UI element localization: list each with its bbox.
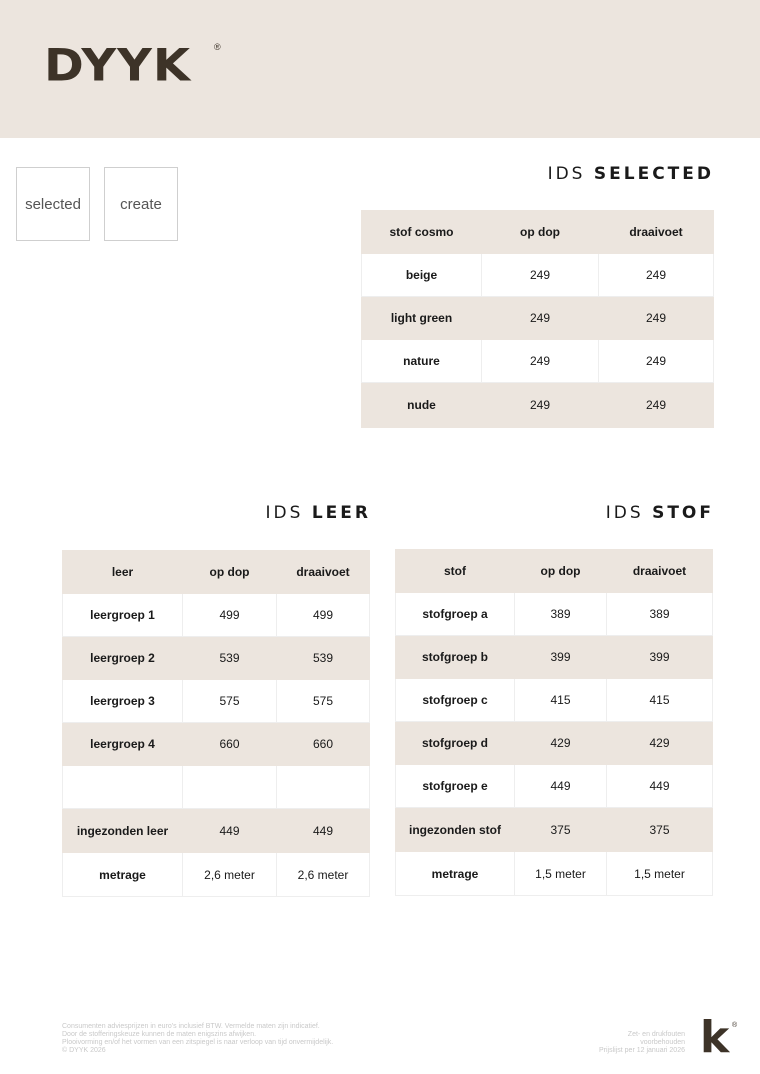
row-label: stofgroep c <box>396 679 515 722</box>
price-cell: 499 <box>277 594 370 637</box>
section-title-leer <box>266 503 371 523</box>
price-cell: 415 <box>607 679 713 722</box>
footer-note <box>545 1031 685 1055</box>
row-label: leergroep 2 <box>63 637 183 680</box>
row-label: beige <box>362 254 482 297</box>
footer-line: Consumenten adviesprijzen in euro's inclusief BTW. Vermelde maten zijn indicatief. <box>62 1023 320 1030</box>
footer-disclaimer <box>62 1023 402 1055</box>
price-cell: 249 <box>599 297 714 340</box>
price-cell <box>183 766 277 809</box>
row-label <box>63 766 183 809</box>
footer-line: voorbehouden <box>640 1039 685 1046</box>
column-header: op dop <box>482 211 599 254</box>
section-title-selected <box>548 164 714 184</box>
row-label: leergroep 3 <box>63 680 183 723</box>
price-cell: 539 <box>277 637 370 680</box>
price-cell <box>277 766 370 809</box>
tag-create[interactable]: create <box>104 167 178 241</box>
price-cell: 449 <box>183 809 277 853</box>
table-row <box>63 809 370 853</box>
column-header: leer <box>63 551 183 594</box>
section-title-stof <box>606 503 714 523</box>
column-header: draaivoet <box>607 550 713 593</box>
table-row <box>396 852 713 896</box>
table-row <box>362 340 714 383</box>
table-row <box>63 853 370 897</box>
brand-logo-text: DYYK <box>44 40 192 92</box>
price-cell: 375 <box>607 808 713 852</box>
row-label: nature <box>362 340 482 383</box>
price-table-leer <box>62 550 370 897</box>
table-row <box>362 383 714 428</box>
section-name: SELECTED <box>593 164 714 184</box>
price-cell: 249 <box>599 340 714 383</box>
price-cell: 429 <box>515 722 607 765</box>
price-cell: 249 <box>482 340 599 383</box>
price-cell: 575 <box>183 680 277 723</box>
price-cell: 375 <box>515 808 607 852</box>
price-cell: 449 <box>277 809 370 853</box>
row-label: stofgroep e <box>396 765 515 808</box>
column-header: draaivoet <box>277 551 370 594</box>
k-logo: k <box>700 1012 730 1063</box>
price-cell: 1,5 meter <box>607 852 713 896</box>
price-cell: 2,6 meter <box>277 853 370 897</box>
section-prefix: IDS <box>605 503 644 523</box>
table-row-empty <box>63 766 370 809</box>
price-cell: 389 <box>607 593 713 636</box>
price-cell: 660 <box>277 723 370 766</box>
price-cell: 389 <box>515 593 607 636</box>
price-cell: 249 <box>599 254 714 297</box>
table-row <box>396 636 713 679</box>
row-label: metrage <box>63 853 183 897</box>
table-row <box>396 808 713 852</box>
footer-line: Zet- en drukfouten <box>627 1031 685 1038</box>
section-name: STOF <box>652 503 714 523</box>
row-label: ingezonden leer <box>63 809 183 853</box>
row-label: light green <box>362 297 482 340</box>
column-header: op dop <box>515 550 607 593</box>
price-cell: 249 <box>482 254 599 297</box>
footer-line: Plooivorming en/of het vormen van een zitspiegel is naar verloop van tijd onvermijdelijk. <box>62 1039 334 1046</box>
table-row <box>396 722 713 765</box>
table-row <box>63 723 370 766</box>
table-row <box>396 593 713 636</box>
price-cell: 539 <box>183 637 277 680</box>
price-cell: 249 <box>599 383 714 428</box>
row-label: stofgroep b <box>396 636 515 679</box>
price-cell: 415 <box>515 679 607 722</box>
registered-mark-small: ® <box>732 1022 738 1029</box>
table-header-row <box>63 551 370 594</box>
row-label: ingezonden stof <box>396 808 515 852</box>
price-cell: 249 <box>482 297 599 340</box>
price-table-selected <box>361 210 714 428</box>
tag-selected[interactable]: selected <box>16 167 90 241</box>
column-header: draaivoet <box>599 211 714 254</box>
price-cell: 575 <box>277 680 370 723</box>
price-cell: 449 <box>515 765 607 808</box>
price-cell: 399 <box>515 636 607 679</box>
row-label: leergroep 4 <box>63 723 183 766</box>
row-label: stofgroep a <box>396 593 515 636</box>
row-label: metrage <box>396 852 515 896</box>
price-cell: 499 <box>183 594 277 637</box>
column-header: op dop <box>183 551 277 594</box>
table-row <box>63 680 370 723</box>
table-row <box>63 637 370 680</box>
price-cell: 660 <box>183 723 277 766</box>
footer-line: © DYYK 2026 <box>62 1047 106 1054</box>
brand-logo <box>44 34 221 92</box>
price-cell: 249 <box>482 383 599 428</box>
section-name: LEER <box>311 503 371 523</box>
row-label: nude <box>362 383 482 428</box>
footer-line: Prijslijst per 12 januari 2026 <box>599 1047 685 1054</box>
price-cell: 399 <box>607 636 713 679</box>
price-cell: 449 <box>607 765 713 808</box>
price-cell: 1,5 meter <box>515 852 607 896</box>
table-row <box>362 297 714 340</box>
table-row <box>396 679 713 722</box>
price-cell: 429 <box>607 722 713 765</box>
row-label: stofgroep d <box>396 722 515 765</box>
section-prefix: IDS <box>265 503 304 523</box>
row-label: leergroep 1 <box>63 594 183 637</box>
price-cell: 2,6 meter <box>183 853 277 897</box>
price-table-stof <box>395 549 713 896</box>
section-prefix: IDS <box>547 164 586 184</box>
table-header-row <box>396 550 713 593</box>
table-row <box>396 765 713 808</box>
column-header: stof <box>396 550 515 593</box>
footer-line: Door de stofferingskeuze kunnen de maten enigszins afwijken. <box>62 1031 257 1038</box>
registered-mark: ® <box>214 42 221 52</box>
table-row <box>63 594 370 637</box>
table-row <box>362 254 714 297</box>
column-header: stof cosmo <box>362 211 482 254</box>
table-header-row <box>362 211 714 254</box>
